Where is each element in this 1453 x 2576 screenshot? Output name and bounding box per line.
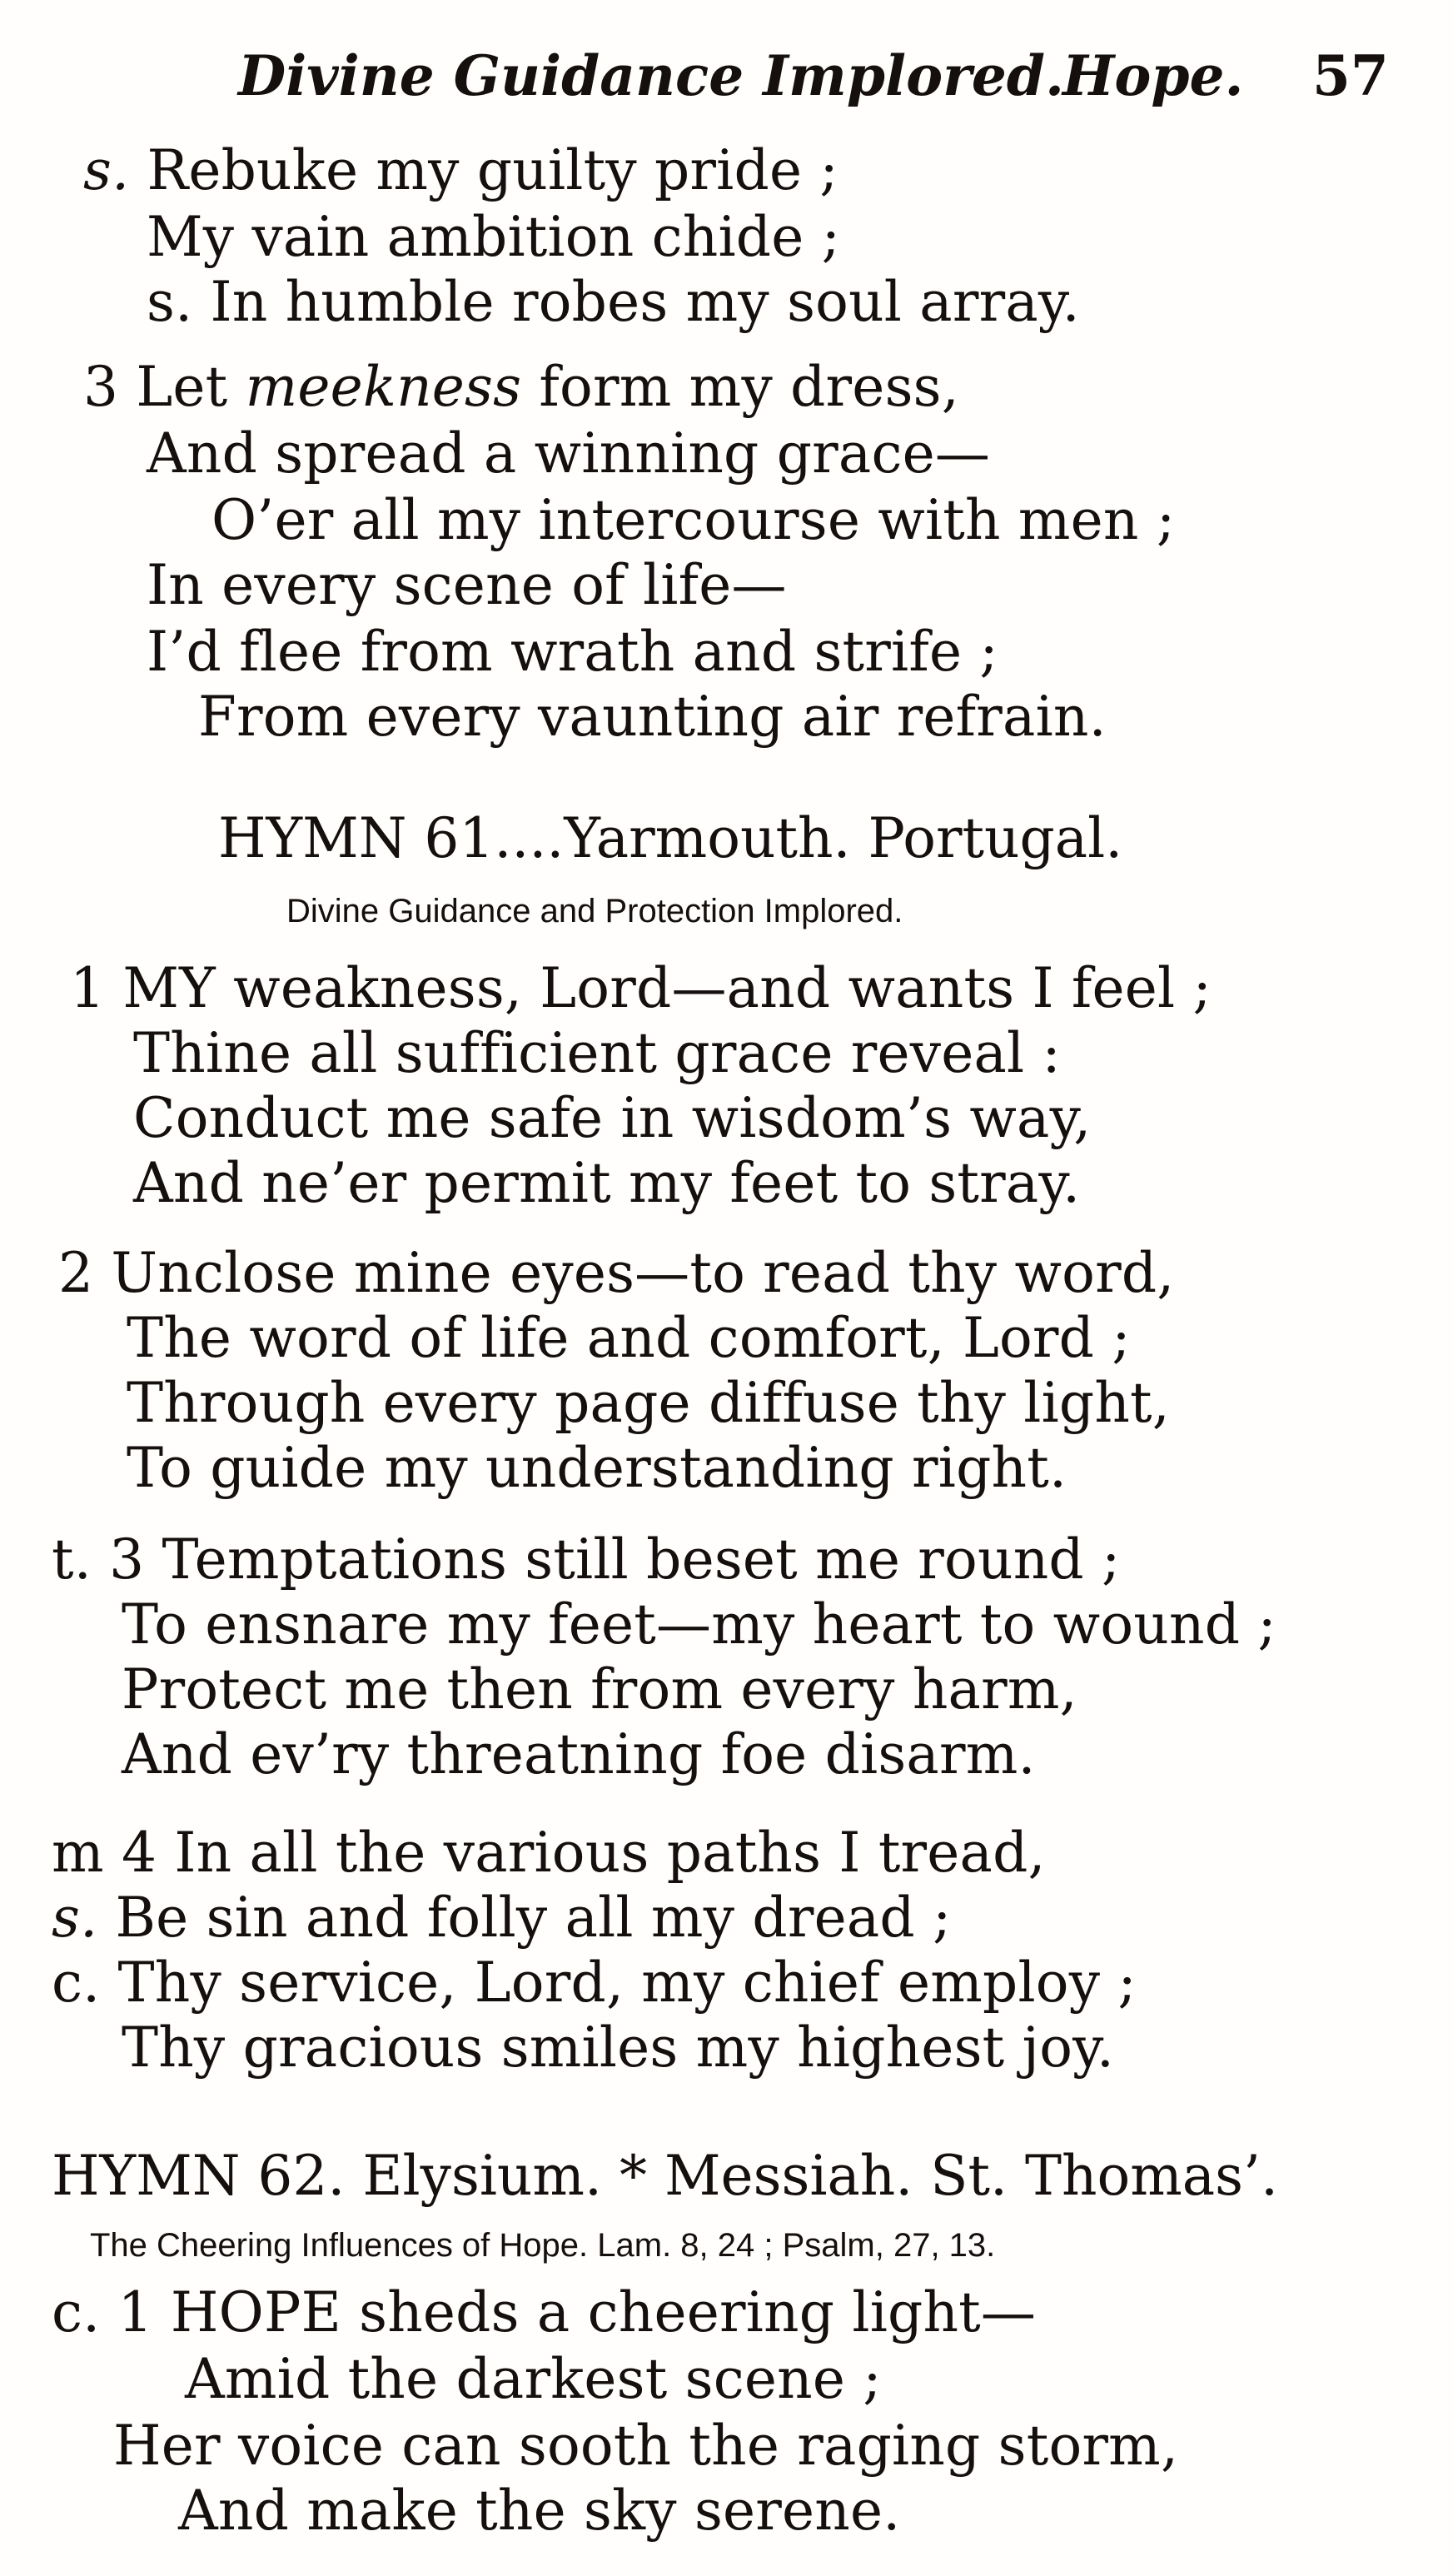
verse-text: Thine all sufficient grace reveal : xyxy=(133,1021,1061,1085)
verse-text: Thy service, Lord, my chief employ ; xyxy=(117,1951,1137,2015)
verse-line xyxy=(133,1021,1061,1085)
page-number: 57 xyxy=(1312,43,1389,108)
verse-line xyxy=(147,553,787,617)
verse-line xyxy=(52,1821,1046,1885)
verse-text: My vain ambition chide ; xyxy=(147,205,841,269)
verse-emphasis: meekness xyxy=(245,355,522,419)
verse-line xyxy=(147,205,841,269)
verse-text: Protect me then from every harm, xyxy=(122,1657,1077,1721)
verse-text: And ev’ry threatning foe disarm. xyxy=(122,1722,1036,1786)
verse-text: Rebuke my guilty pride ; xyxy=(147,138,838,202)
verse-line xyxy=(133,1086,1092,1150)
verse-text: In all the various paths I tread, xyxy=(174,1821,1046,1885)
verse-text: O’er all my intercourse with men ; xyxy=(211,488,1176,552)
verse-line xyxy=(52,1951,1137,2015)
verse-text: And make the sky serene. xyxy=(178,2479,901,2543)
verse-text: And spread a winning grace— xyxy=(147,421,991,486)
verse-line xyxy=(122,1592,1276,1657)
verse-text: To guide my understanding right. xyxy=(127,1436,1067,1500)
verse-mark: s. xyxy=(52,1886,98,1950)
verse-line xyxy=(83,138,838,202)
verse-text: Amid the darkest scene ; xyxy=(185,2347,882,2411)
verse-mark: m 4 xyxy=(52,1821,157,1885)
verse-line xyxy=(127,1371,1170,1435)
verse-line xyxy=(133,1151,1081,1215)
verse-line xyxy=(122,2015,1115,2080)
verse-text: Be sin and folly all my dread ; xyxy=(115,1886,952,1950)
verse-line xyxy=(52,2280,1037,2344)
verse-line xyxy=(198,685,1107,749)
verse-line xyxy=(147,421,991,486)
verse-line xyxy=(185,2347,882,2411)
verse-text: Thy gracious smiles my highest joy. xyxy=(122,2015,1115,2080)
verse-mark: 1 xyxy=(70,956,106,1020)
verse-text: MY weakness, Lord—and wants I feel ; xyxy=(122,956,1212,1020)
running-header-title: Divine Guidance Implored. xyxy=(238,43,1064,108)
verse-text: In humble robes my soul array. xyxy=(210,270,1080,334)
verse-line xyxy=(83,355,959,419)
hymn-61-title: HYMN 61....Yarmouth. Portugal. xyxy=(218,806,1123,870)
hymn-61-subtitle: Divine Guidance and Protection Implored. xyxy=(286,893,903,929)
verse-line xyxy=(211,488,1176,552)
verse-mark: 3 xyxy=(83,355,119,419)
verse-mark: c. 1 xyxy=(52,2280,153,2344)
verse-line xyxy=(147,270,1080,334)
verse-line xyxy=(113,2414,1179,2478)
hymn-62-title: HYMN 62. Elysium. * Messiah. St. Thomas’. xyxy=(52,2144,1278,2208)
verse-line xyxy=(178,2479,901,2543)
verse-line xyxy=(127,1306,1131,1370)
verse-text-after: form my dress, xyxy=(521,355,959,419)
verse-text: Through every page diffuse thy light, xyxy=(127,1371,1170,1435)
verse-mark: 2 xyxy=(58,1241,94,1305)
verse-mark: s. xyxy=(83,138,130,202)
verse-line xyxy=(127,1436,1067,1500)
verse-line xyxy=(122,1722,1036,1786)
verse-mark: s. xyxy=(147,270,193,334)
verse-text: Unclose mine eyes—to read thy word, xyxy=(111,1241,1175,1305)
verse-text: HOPE sheds a cheering light— xyxy=(170,2280,1037,2344)
running-header-section: Hope. xyxy=(1062,43,1244,108)
verse-text: Conduct me safe in wisdom’s way, xyxy=(133,1086,1092,1150)
verse-text: In every scene of life— xyxy=(147,553,787,617)
verse-text: Temptations still beset me round ; xyxy=(162,1527,1121,1592)
verse-text-before: Let xyxy=(136,355,246,419)
verse-text: The word of life and comfort, Lord ; xyxy=(127,1306,1131,1370)
verse-text: And ne’er permit my feet to stray. xyxy=(133,1151,1081,1215)
verse-text: To ensnare my feet—my heart to wound ; xyxy=(122,1592,1276,1657)
verse-text: Her voice can sooth the raging storm, xyxy=(113,2414,1179,2478)
verse-text: I’d flee from wrath and strife ; xyxy=(147,620,998,684)
verse-line xyxy=(58,1241,1175,1305)
verse-line xyxy=(52,1527,1121,1592)
verse-line xyxy=(52,1886,952,1950)
verse-mark: t. 3 xyxy=(52,1527,145,1592)
verse-line xyxy=(70,956,1212,1020)
hymn-62-subtitle: The Cheering Influences of Hope. Lam. 8, 24 ; Psalm, 27, 13. xyxy=(90,2227,996,2264)
verse-text: From every vaunting air refrain. xyxy=(198,685,1107,749)
verse-mark: c. xyxy=(52,1951,101,2015)
verse-line xyxy=(122,1657,1077,1721)
verse-line xyxy=(147,620,998,684)
